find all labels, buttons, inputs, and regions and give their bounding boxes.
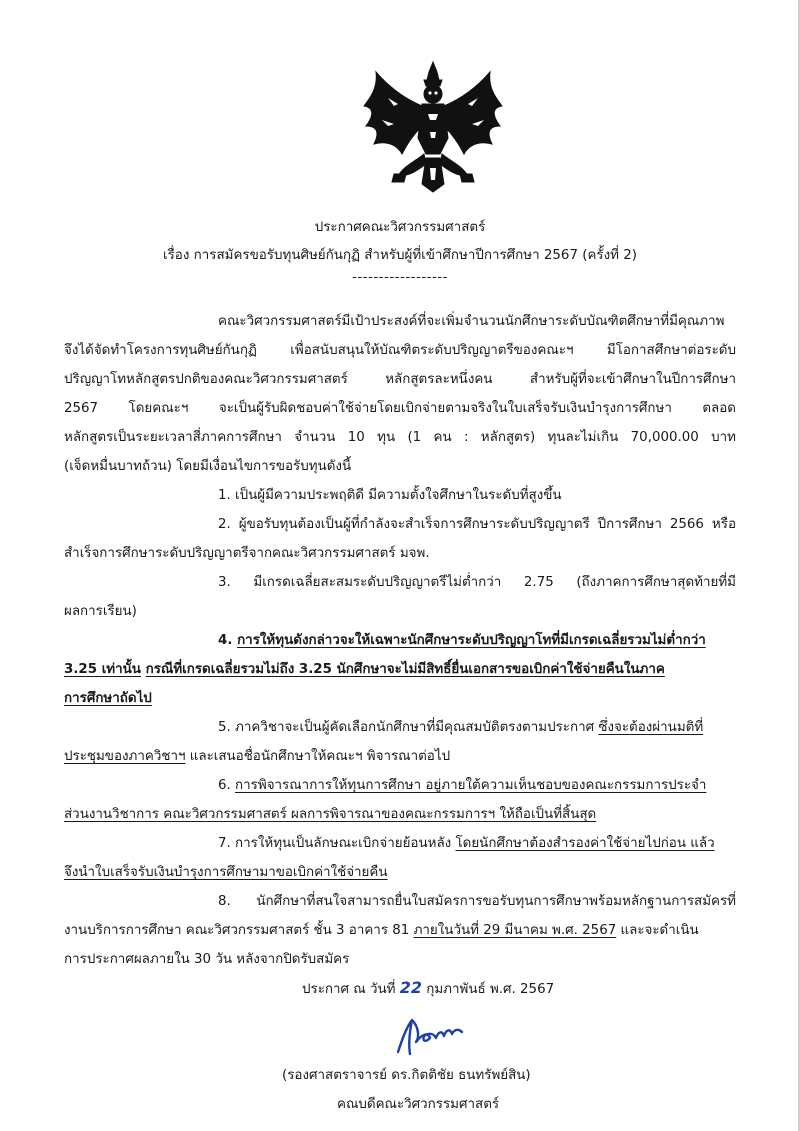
condition-item-3-line-1: 3. มีเกรดเฉลี่ยสะสมระดับปริญญาตรีไม่ต่ำกว่า 2.75 (ถึงภาคการศึกษาสุดท้ายที่มี (218, 575, 736, 590)
item-8-location: งานบริการการศึกษา คณะวิศวกรรมศาสตร์ ชั้น 3 อาคาร 81 (64, 923, 414, 938)
item-8-deadline: ภายในวันที่ 29 มีนาคม พ.ศ. 2567 (413, 923, 617, 938)
condition-item-8-line-1: 8. นักศึกษาที่สนใจสามารถยื่นใบสมัครการขอรับทุนการศึกษาพร้อมหลักฐานการสมัครที่ (218, 894, 736, 909)
item-5-underlined: ซึ่งจะต้องผ่านมติที่ (598, 720, 704, 735)
intro-line-5: หลักสูตรเป็นระยะเวลาสี่ภาคการศึกษา จำนวน 10 ทุน (1 คน : หลักสูตร) ทุนละไม่เกิน 70,000.00 บาท (64, 430, 736, 445)
signer-name: (รองศาสตราจารย์ ดร.กิตติชัย ธนทรัพย์สิน) (282, 1068, 531, 1083)
intro-line-1: คณะวิศวกรรมศาสตร์มีเป้าประสงค์ที่จะเพิ่มจำนวนนักศึกษาระดับบัณฑิตศึกษาที่มีคุณภาพ (218, 314, 725, 329)
item-4-rule: กรณีที่เกรดเฉลี่ยรวมไม่ถึง 3.25 นักศึกษาจะไม่มีสิทธิ์ยื่นเอกสารขอเบิกค่าใช้จ่ายคืนในภาค (145, 662, 665, 677)
condition-item-1: 1. เป็นผู้มีความประพฤติดี มีความตั้งใจศึกษาในระดับที่สูงขึ้น (218, 488, 562, 503)
condition-item-4-line-3: การศึกษาถัดไป (64, 691, 152, 706)
item-6-underlined: การพิจารณาการให้ทุนการศึกษา อยู่ภายใต้ความเห็นชอบของคณะกรรมการประจำ (235, 778, 707, 793)
condition-item-8-line-2 (64, 919, 699, 940)
condition-item-6-line-2: ส่วนงานวิชาการ คณะวิศวกรรมศาสตร์ ผลการพิจารณาของคณะกรรมการฯ ให้ถือเป็นที่สิ้นสุด (64, 807, 597, 822)
announcement-title: ประกาศคณะวิศวกรรมศาสตร์ (314, 220, 486, 235)
date-suffix: กุมภาพันธ์ พ.ศ. 2567 (426, 982, 555, 997)
item-8-text: และจะดำเนิน (616, 923, 699, 938)
garuda-emblem-icon (358, 58, 508, 198)
intro-line-3: ปริญญาโทหลักสูตรปกติของคณะวิศวกรรมศาสตร์ หลักสูตรละหนึ่งคน สำหรับผู้ที่จะเข้าศึกษาในปีการศึกษา (64, 372, 736, 387)
date-day-handwritten: 22 (399, 978, 422, 997)
date-prefix: ประกาศ ณ วันที่ (302, 982, 396, 997)
intro-line-4: 2567 โดยคณะฯ จะเป็นผู้รับผิดชอบค่าใช้จ่ายโดยเบิกจ่ายตามจริงในใบเสร็จรับเงินบำรุงการศึกษา ตลอด (64, 401, 736, 416)
item-7-text: 7. การให้ทุนเป็นลักษณะเบิกจ่ายย้อนหลัง (218, 836, 456, 851)
condition-item-7-line-2: จึงนำใบเสร็จรับเงินบำรุงการศึกษามาขอเบิกค่าใช้จ่ายคืน (64, 865, 388, 880)
condition-item-5-line-1 (218, 716, 703, 737)
item-4-threshold: 3.25 เท่านั้น (64, 662, 141, 677)
item-5-text: 5. ภาควิชาจะเป็นผู้คัดเลือกนักศึกษาที่มีคุณสมบัติตรงตามประกาศ (218, 720, 599, 735)
item-5-text-2: และเสนอชื่อนักศึกษาให้คณะฯ พิจารณาต่อไป (185, 749, 451, 764)
item-4-text: การให้ทุนดังกล่าวจะให้เฉพาะนักศึกษาระดับปริญญาโทที่มีเกรดเฉลี่ยรวมไม่ต่ำกว่า (237, 633, 706, 648)
intro-line-2: จึงได้จัดทำโครงการทุนศิษย์กันกุฏิ เพื่อสนับสนุนให้บัณฑิตระดับปริญญาตรีของคณะฯ มีโอกาสศึกษาต่อระดับ (64, 343, 736, 358)
signer-position: คณบดีคณะวิศวกรรมศาสตร์ (337, 1097, 500, 1112)
condition-item-2-line-2: สำเร็จการศึกษาระดับปริญญาตรีจากคณะวิศวกรรมศาสตร์ มจพ. (64, 546, 430, 561)
condition-item-2-line-1: 2. ผู้ขอรับทุนต้องเป็นผู้ที่กำลังจะสำเร็จการศึกษาระดับปริญญาตรี ปีการศึกษา 2566 หรือ (218, 517, 736, 532)
item-7-underlined: โดยนักศึกษาต้องสำรองค่าใช้จ่ายไปก่อน แล้ว (455, 836, 715, 851)
title-divider: ------------------ (352, 270, 448, 285)
intro-line-6: (เจ็ดหมื่นบาทถ้วน) โดยมีเงื่อนไขการขอรับทุนดังนี้ (64, 459, 352, 474)
condition-item-4-line-1 (218, 629, 706, 650)
condition-item-8-line-3: การประกาศผลภายใน 30 วัน หลังจากปิดรับสมัคร (64, 952, 350, 967)
handwritten-signature-icon (392, 1012, 472, 1058)
announcement-subject: เรื่อง การสมัครขอรับทุนศิษย์กันกุฏิ สำหรับผู้ที่เข้าศึกษาปีการศึกษา 2567 (ครั้งที่ 2) (163, 248, 637, 263)
item-6-number: 6. (218, 778, 236, 793)
condition-item-4-line-2 (64, 658, 665, 679)
condition-item-7-line-1 (218, 832, 715, 853)
condition-item-6-line-1 (218, 774, 706, 795)
condition-item-3-line-2: ผลการเรียน) (64, 604, 137, 619)
item-4-number: 4. (218, 633, 238, 648)
condition-item-5-line-2 (64, 745, 450, 766)
item-5-underlined-2: ประชุมของภาควิชาฯ (64, 749, 186, 764)
announcement-date (302, 978, 554, 999)
